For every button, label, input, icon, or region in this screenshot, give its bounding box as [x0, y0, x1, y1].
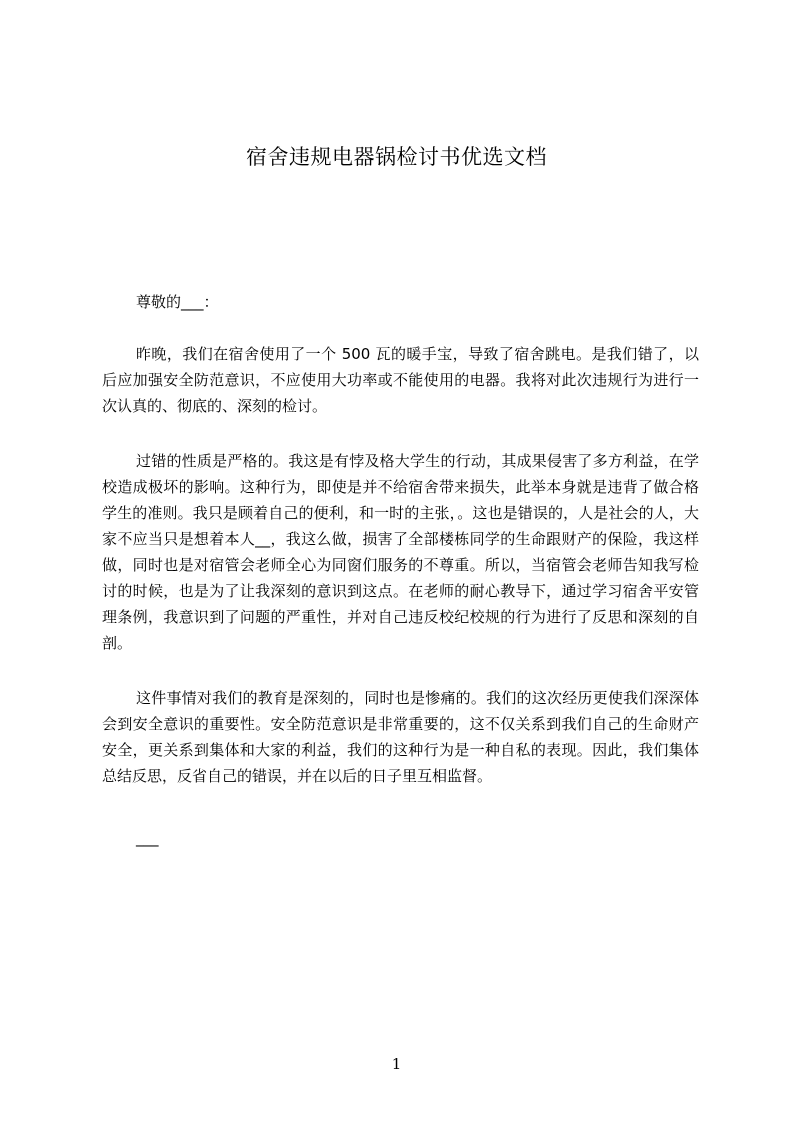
paragraph-1: 昨晚，我们在宿舍使用了一个 500 瓦的暖手宝，导致了宿舍跳电。是我们错了，以后应加强安全防范意识，不应使用大功率或不能使用的电器。我将对此次违规行为进行一次认真的、彻底的、深刻的检讨。 [102, 345, 699, 415]
paragraph-3: 这件事情对我们的教育是深刻的，同时也是惨痛的。我们的这次经历更使我们深深体会到安全意识的重要性。安全防范意识是非常重要的，这不仅关系到我们自己的生命财产安全，更关系到集体和大家的利益，我们的这种行为是一种自私的表现。因此，我们集体总结反思，反省自己的错误，并在以后的日子里互相监督。 [102, 689, 699, 785]
salutation: 尊敬的___： [136, 293, 219, 311]
signature-line: ___ [136, 829, 159, 847]
page-number: 1 [391, 1055, 402, 1073]
paragraph-2: 过错的性质是严格的。我这是有悖及格大学生的行动，其成果侵害了多方利益，在学校造成极坏的影响。这种行为，即使是并不给宿舍带来损失，此举本身就是违背了做合格学生的准则。我只是顾着自己的便利，和一时的主张，。这也是错误的，人是社会的人，大家不应当只是想着本人__，我这么做，损害了全部楼栋同学的生命跟财产的保险，我这样做，同时也是对宿管会老师全心为同窗们服务的不尊重。所以，当宿管会老师告知我写检讨的时候，也是为了让我深刻的意识到这点。在老师的耐心教导下，通过学习宿舍平安管理条例，我意识到了问题的严重性，并对自己违反校纪校规的行为进行了反思和深刻的自剖。 [102, 452, 699, 652]
page-title: 宿舍违规电器锅检讨书优选文档 [246, 145, 547, 169]
